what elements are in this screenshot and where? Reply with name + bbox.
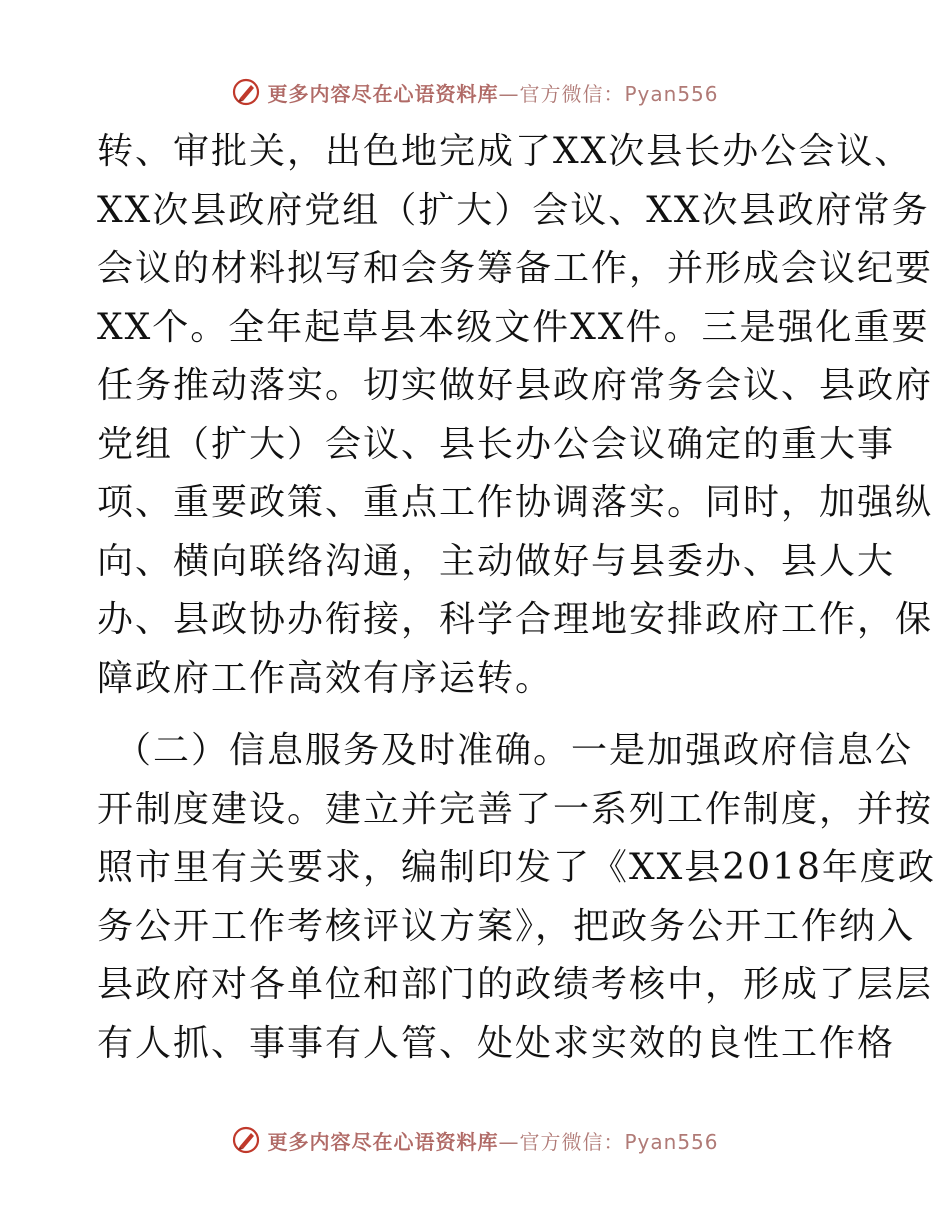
text-line: 会议的材料拟写和会务筹备工作，并形成会议纪要 — [97, 248, 934, 289]
text-line: XX个。全年起草县本级文件XX件。三是强化重要 — [97, 306, 930, 348]
text-line: （二）信息服务及时准确。一是加强政府信息公 — [115, 730, 914, 771]
text-line: 办、县政协办衔接，科学合理地安排政府工作，保 — [97, 599, 934, 640]
text-line: 县政府对各单位和部门的政绩考核中，形成了层层 — [97, 964, 934, 1005]
text-line: 项、重要政策、重点工作协调落实。同时，加强纵 — [97, 482, 934, 523]
paragraph-gap — [97, 708, 857, 722]
header-banner-main: 更多内容尽在心语资料库 — [267, 81, 499, 106]
footer-banner — [0, 1120, 950, 1160]
header-banner-dash: — — [498, 81, 520, 106]
footer-banner-wechat-id: Pyan556 — [624, 1129, 719, 1154]
text-line: 任务推动落实。切实做好县政府常务会议、县政府 — [97, 365, 934, 406]
text-line: 转、审批关，出色地完成了XX次县长办公会议、 — [97, 131, 913, 172]
footer-banner-main: 更多内容尽在心语资料库 — [267, 1129, 499, 1154]
document-body — [97, 123, 936, 1073]
text-line: 障政府工作高效有序运转。 — [97, 657, 554, 699]
text-line: XX次县政府党组（扩大）会议、XX次县政府常务 — [97, 189, 930, 231]
text-line: 有人抓、事事有人管、处处求实效的良性工作格 — [97, 1022, 896, 1064]
text-line: 党组（扩大）会议、县长办公会议确定的重大事 — [97, 423, 896, 465]
header-banner-wechat-label: 官方微信： — [519, 81, 625, 106]
text-line: 向、横向联络沟通，主动做好与县委办、县人大 — [97, 540, 896, 582]
pen-circle-logo-icon — [231, 1125, 261, 1155]
paragraph-2 — [97, 722, 936, 1073]
text-line: 照市里有关要求，编制印发了《XX县2018年度政 — [97, 847, 936, 888]
footer-banner-dash: — — [498, 1129, 520, 1154]
header-banner — [0, 72, 950, 112]
footer-banner-wechat-label: 官方微信： — [519, 1129, 625, 1154]
header-banner-text — [267, 78, 718, 107]
text-line: 务公开工作考核评议方案》，把政务公开工作纳入 — [97, 905, 916, 947]
header-banner-wechat-id: Pyan556 — [624, 81, 719, 106]
paragraph-1 — [97, 123, 934, 708]
pen-circle-logo-icon — [231, 77, 261, 107]
text-line: 开制度建设。建立并完善了一系列工作制度，并按 — [97, 788, 934, 830]
footer-banner-text — [267, 1126, 718, 1155]
